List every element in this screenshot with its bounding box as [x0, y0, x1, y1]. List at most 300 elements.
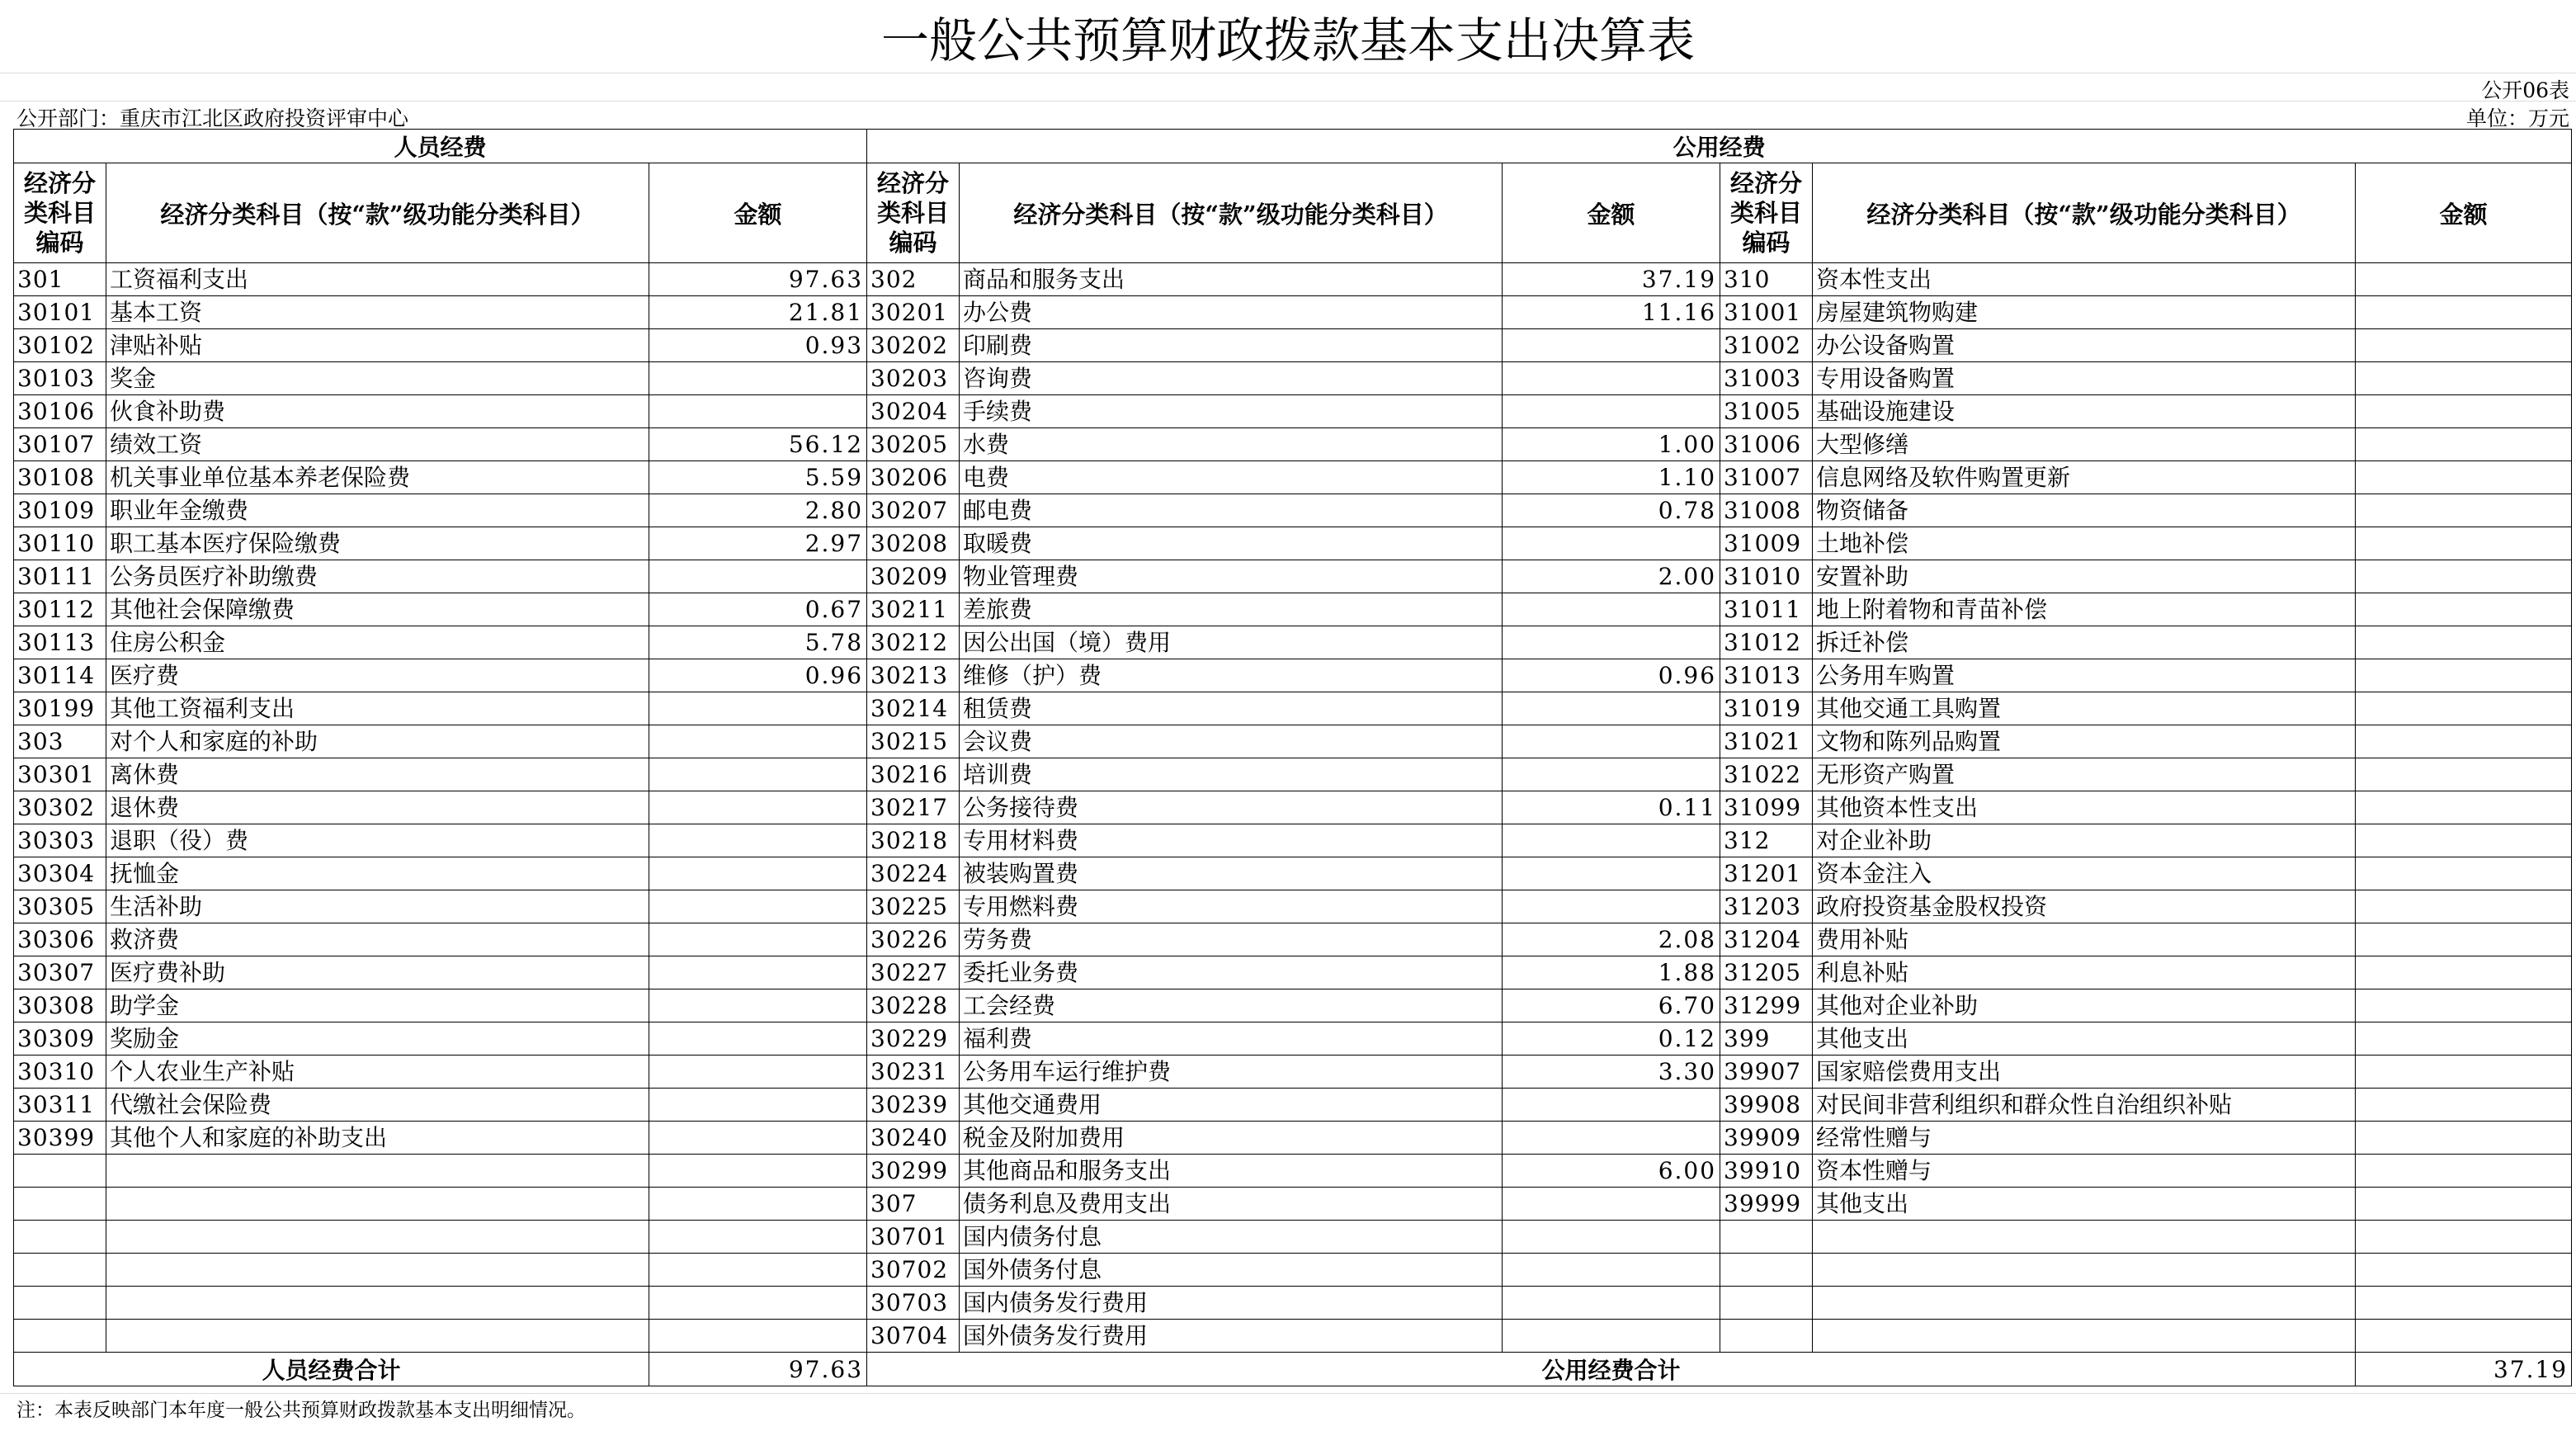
item-name-cell	[106, 1320, 649, 1353]
item-name-cell: 安置补助	[1813, 560, 2356, 593]
code-cell	[14, 1254, 106, 1287]
amount-cell	[1503, 626, 1720, 659]
item-name-cell: 职工基本医疗保险缴费	[106, 527, 649, 560]
amount-cell	[2356, 1155, 2572, 1188]
code-cell	[14, 1320, 106, 1353]
expenditure-table	[13, 129, 2572, 1386]
amount-cell	[649, 725, 867, 758]
code-cell: 30701	[867, 1221, 960, 1254]
item-name-cell: 差旅费	[960, 593, 1503, 626]
code-cell: 31005	[1720, 395, 1813, 428]
item-name-cell: 国家赔偿费用支出	[1813, 1056, 2356, 1089]
code-cell: 30103	[14, 362, 106, 395]
public-header: 公用经费	[867, 130, 2572, 163]
code-cell: 31012	[1720, 626, 1813, 659]
amount-cell: 0.96	[649, 659, 867, 692]
code-cell: 31003	[1720, 362, 1813, 395]
item-name-cell: 退休费	[106, 791, 649, 824]
code-cell: 30304	[14, 857, 106, 890]
personnel-total-amount: 97.63	[649, 1353, 867, 1386]
code-column-header: 经济分类科目编码	[14, 163, 106, 263]
amount-cell: 0.78	[1503, 494, 1720, 527]
amount-cell	[1503, 824, 1720, 857]
code-cell: 30310	[14, 1056, 106, 1089]
item-name-cell: 其他个人和家庭的补助支出	[106, 1122, 649, 1155]
table-row	[14, 494, 2572, 527]
amount-cell	[2356, 1122, 2572, 1155]
amount-cell	[2356, 659, 2572, 692]
item-name-cell: 工会经费	[960, 989, 1503, 1022]
code-cell: 30209	[867, 560, 960, 593]
code-cell: 31011	[1720, 593, 1813, 626]
code-cell	[14, 1287, 106, 1320]
amount-cell	[649, 824, 867, 857]
code-cell: 303	[14, 725, 106, 758]
table-row	[14, 1022, 2572, 1056]
amount-cell	[649, 956, 867, 989]
amount-column-header: 金额	[1503, 163, 1720, 263]
item-name-cell: 福利费	[960, 1022, 1503, 1056]
divider	[0, 1393, 2576, 1394]
code-column-header: 经济分类科目编码	[867, 163, 960, 263]
amount-cell	[649, 362, 867, 395]
amount-cell	[2356, 362, 2572, 395]
table-row	[14, 1089, 2572, 1122]
amount-column-header: 金额	[2356, 163, 2572, 263]
item-name-cell: 租赁费	[960, 692, 1503, 725]
amount-cell: 0.11	[1503, 791, 1720, 824]
amount-cell	[2356, 692, 2572, 725]
amount-cell	[2356, 593, 2572, 626]
code-cell: 30226	[867, 923, 960, 956]
item-name-cell: 基本工资	[106, 296, 649, 329]
code-cell: 30202	[867, 329, 960, 362]
code-cell: 30110	[14, 527, 106, 560]
item-name-cell: 资本性支出	[1813, 263, 2356, 296]
code-cell: 31019	[1720, 692, 1813, 725]
item-name-cell: 无形资产购置	[1813, 758, 2356, 791]
item-name-cell: 物业管理费	[960, 560, 1503, 593]
table-row	[14, 956, 2572, 989]
code-cell: 39910	[1720, 1155, 1813, 1188]
table-row	[14, 1287, 2572, 1320]
code-cell: 30302	[14, 791, 106, 824]
item-name-cell: 国外债务发行费用	[960, 1320, 1503, 1353]
name-column-header: 经济分类科目（按“款”级功能分类科目）	[106, 163, 649, 263]
amount-cell: 0.67	[649, 593, 867, 626]
item-name-cell: 机关事业单位基本养老保险费	[106, 461, 649, 494]
code-cell: 31099	[1720, 791, 1813, 824]
code-cell: 30211	[867, 593, 960, 626]
code-cell	[14, 1155, 106, 1188]
amount-cell	[649, 791, 867, 824]
table-row	[14, 791, 2572, 824]
public-total-amount: 37.19	[2356, 1353, 2572, 1386]
code-cell: 39999	[1720, 1188, 1813, 1221]
code-cell: 30309	[14, 1022, 106, 1056]
code-cell: 30224	[867, 857, 960, 890]
amount-cell	[1503, 758, 1720, 791]
item-name-cell: 公务用车购置	[1813, 659, 2356, 692]
amount-cell	[1503, 1254, 1720, 1287]
code-cell: 31006	[1720, 428, 1813, 461]
amount-cell	[1503, 362, 1720, 395]
amount-cell: 0.96	[1503, 659, 1720, 692]
code-cell: 30218	[867, 824, 960, 857]
amount-cell	[1503, 725, 1720, 758]
amount-cell	[1503, 857, 1720, 890]
code-cell: 31299	[1720, 989, 1813, 1022]
item-name-cell: 拆迁补偿	[1813, 626, 2356, 659]
code-cell: 30113	[14, 626, 106, 659]
amount-cell	[1503, 395, 1720, 428]
code-cell: 31013	[1720, 659, 1813, 692]
code-cell: 30206	[867, 461, 960, 494]
code-cell: 30109	[14, 494, 106, 527]
item-name-cell: 文物和陈列品购置	[1813, 725, 2356, 758]
amount-cell	[1503, 1122, 1720, 1155]
item-name-cell: 资本性赠与	[1813, 1155, 2356, 1188]
amount-cell	[2356, 461, 2572, 494]
item-name-cell: 专用设备购置	[1813, 362, 2356, 395]
item-name-cell: 政府投资基金股权投资	[1813, 890, 2356, 923]
code-cell	[1720, 1287, 1813, 1320]
code-cell: 30212	[867, 626, 960, 659]
table-row	[14, 692, 2572, 725]
form-number: 公开06表	[2481, 78, 2569, 102]
code-cell: 302	[867, 263, 960, 296]
code-cell: 31201	[1720, 857, 1813, 890]
code-cell: 31008	[1720, 494, 1813, 527]
code-cell: 30240	[867, 1122, 960, 1155]
code-cell: 39909	[1720, 1122, 1813, 1155]
table-row	[14, 362, 2572, 395]
amount-cell	[2356, 527, 2572, 560]
amount-cell	[649, 1254, 867, 1287]
amount-cell	[2356, 428, 2572, 461]
code-cell: 30114	[14, 659, 106, 692]
amount-cell: 6.00	[1503, 1155, 1720, 1188]
code-cell: 31009	[1720, 527, 1813, 560]
amount-cell: 1.00	[1503, 428, 1720, 461]
item-name-cell: 公务接待费	[960, 791, 1503, 824]
table-row	[14, 659, 2572, 692]
amount-cell	[1503, 329, 1720, 362]
item-name-cell: 其他对企业补助	[1813, 989, 2356, 1022]
code-cell	[1720, 1254, 1813, 1287]
code-cell: 31204	[1720, 923, 1813, 956]
code-cell: 31203	[1720, 890, 1813, 923]
amount-cell: 5.59	[649, 461, 867, 494]
item-name-cell: 印刷费	[960, 329, 1503, 362]
table-row	[14, 1254, 2572, 1287]
item-name-cell: 地上附着物和青苗补偿	[1813, 593, 2356, 626]
amount-cell	[649, 1320, 867, 1353]
amount-cell	[649, 923, 867, 956]
item-name-cell	[106, 1254, 649, 1287]
amount-cell	[1503, 527, 1720, 560]
item-name-cell: 基础设施建设	[1813, 395, 2356, 428]
code-cell: 301	[14, 263, 106, 296]
department-label: 公开部门：重庆市江北区政府投资评审中心	[17, 106, 409, 130]
table-row	[14, 725, 2572, 758]
item-name-cell: 职业年金缴费	[106, 494, 649, 527]
item-name-cell: 个人农业生产补贴	[106, 1056, 649, 1089]
table-row	[14, 626, 2572, 659]
amount-cell	[649, 758, 867, 791]
code-cell: 30214	[867, 692, 960, 725]
item-name-cell: 邮电费	[960, 494, 1503, 527]
amount-cell: 2.80	[649, 494, 867, 527]
code-cell: 39908	[1720, 1089, 1813, 1122]
divider	[0, 101, 2576, 102]
amount-cell	[2356, 263, 2572, 296]
item-name-cell: 大型修缮	[1813, 428, 2356, 461]
item-name-cell: 奖励金	[106, 1022, 649, 1056]
amount-cell	[649, 989, 867, 1022]
code-cell: 31021	[1720, 725, 1813, 758]
item-name-cell: 培训费	[960, 758, 1503, 791]
amount-cell: 2.00	[1503, 560, 1720, 593]
item-name-cell: 税金及附加费用	[960, 1122, 1503, 1155]
amount-cell: 97.63	[649, 263, 867, 296]
item-name-cell: 因公出国（境）费用	[960, 626, 1503, 659]
table-row	[14, 1221, 2572, 1254]
code-cell: 30229	[867, 1022, 960, 1056]
code-cell: 30201	[867, 296, 960, 329]
amount-cell: 2.08	[1503, 923, 1720, 956]
item-name-cell: 代缴社会保险费	[106, 1089, 649, 1122]
amount-cell: 1.88	[1503, 956, 1720, 989]
table-row	[14, 1155, 2572, 1188]
item-name-cell: 劳务费	[960, 923, 1503, 956]
item-name-cell: 电费	[960, 461, 1503, 494]
table-row	[14, 329, 2572, 362]
amount-cell	[2356, 758, 2572, 791]
code-cell: 30107	[14, 428, 106, 461]
code-cell: 30108	[14, 461, 106, 494]
amount-cell	[2356, 989, 2572, 1022]
amount-cell	[2356, 923, 2572, 956]
amount-cell	[2356, 626, 2572, 659]
item-name-cell: 房屋建筑物购建	[1813, 296, 2356, 329]
item-name-cell: 取暖费	[960, 527, 1503, 560]
item-name-cell: 其他工资福利支出	[106, 692, 649, 725]
code-cell: 30112	[14, 593, 106, 626]
table-row	[14, 1122, 2572, 1155]
item-name-cell: 会议费	[960, 725, 1503, 758]
item-name-cell: 土地补偿	[1813, 527, 2356, 560]
table-row	[14, 824, 2572, 857]
item-name-cell: 商品和服务支出	[960, 263, 1503, 296]
code-cell: 30102	[14, 329, 106, 362]
item-name-cell: 其他社会保障缴费	[106, 593, 649, 626]
amount-cell	[2356, 824, 2572, 857]
item-name-cell: 离休费	[106, 758, 649, 791]
item-name-cell: 住房公积金	[106, 626, 649, 659]
amount-cell	[2356, 1320, 2572, 1353]
item-name-cell	[1813, 1287, 2356, 1320]
item-name-cell: 医疗费补助	[106, 956, 649, 989]
amount-cell	[649, 1188, 867, 1221]
item-name-cell: 对企业补助	[1813, 824, 2356, 857]
amount-cell: 3.30	[1503, 1056, 1720, 1089]
table-row	[14, 890, 2572, 923]
table-row	[14, 1188, 2572, 1221]
item-name-cell: 费用补贴	[1813, 923, 2356, 956]
code-cell: 30704	[867, 1320, 960, 1353]
amount-cell: 37.19	[1503, 263, 1720, 296]
amount-cell	[649, 1287, 867, 1320]
table-row	[14, 989, 2572, 1022]
code-cell: 30207	[867, 494, 960, 527]
amount-cell	[1503, 1188, 1720, 1221]
code-cell: 30111	[14, 560, 106, 593]
amount-cell	[649, 1056, 867, 1089]
item-name-cell	[106, 1287, 649, 1320]
item-name-cell: 物资储备	[1813, 494, 2356, 527]
table-row	[14, 593, 2572, 626]
item-name-cell	[106, 1188, 649, 1221]
amount-cell	[2356, 725, 2572, 758]
amount-cell: 0.93	[649, 329, 867, 362]
code-cell: 307	[867, 1188, 960, 1221]
item-name-cell	[1813, 1320, 2356, 1353]
table-row	[14, 758, 2572, 791]
amount-cell: 5.78	[649, 626, 867, 659]
code-cell: 31205	[1720, 956, 1813, 989]
code-cell: 39907	[1720, 1056, 1813, 1089]
item-name-cell: 其他支出	[1813, 1022, 2356, 1056]
item-name-cell: 其他资本性支出	[1813, 791, 2356, 824]
item-name-cell: 生活补助	[106, 890, 649, 923]
table-row	[14, 461, 2572, 494]
code-cell: 312	[1720, 824, 1813, 857]
table-row	[14, 395, 2572, 428]
code-cell	[1720, 1221, 1813, 1254]
code-cell: 30703	[867, 1287, 960, 1320]
amount-cell	[2356, 857, 2572, 890]
amount-cell	[2356, 890, 2572, 923]
item-name-cell: 手续费	[960, 395, 1503, 428]
item-name-cell	[106, 1221, 649, 1254]
item-name-cell: 咨询费	[960, 362, 1503, 395]
item-name-cell: 绩效工资	[106, 428, 649, 461]
code-cell: 30208	[867, 527, 960, 560]
table-row	[14, 1056, 2572, 1089]
amount-cell: 0.12	[1503, 1022, 1720, 1056]
table-row	[14, 527, 2572, 560]
item-name-cell: 被装购置费	[960, 857, 1503, 890]
item-name-cell: 委托业务费	[960, 956, 1503, 989]
code-cell: 30303	[14, 824, 106, 857]
code-cell: 30231	[867, 1056, 960, 1089]
code-cell: 30239	[867, 1089, 960, 1122]
item-name-cell: 伙食补助费	[106, 395, 649, 428]
personnel-total-label: 人员经费合计	[14, 1353, 649, 1386]
code-cell: 31010	[1720, 560, 1813, 593]
code-cell: 30306	[14, 923, 106, 956]
item-name-cell: 助学金	[106, 989, 649, 1022]
amount-cell: 2.97	[649, 527, 867, 560]
amount-cell	[2356, 956, 2572, 989]
amount-cell	[1503, 1089, 1720, 1122]
item-name-cell: 抚恤金	[106, 857, 649, 890]
item-name-cell: 其他商品和服务支出	[960, 1155, 1503, 1188]
amount-cell	[649, 857, 867, 890]
item-name-cell: 专用燃料费	[960, 890, 1503, 923]
code-cell: 30702	[867, 1254, 960, 1287]
amount-cell	[649, 1089, 867, 1122]
amount-cell: 11.16	[1503, 296, 1720, 329]
code-cell: 30101	[14, 296, 106, 329]
item-name-cell: 对民间非营利组织和群众性自治组织补贴	[1813, 1089, 2356, 1122]
amount-cell	[2356, 1056, 2572, 1089]
amount-cell	[1503, 1221, 1720, 1254]
item-name-cell: 国内债务付息	[960, 1221, 1503, 1254]
amount-cell	[2356, 560, 2572, 593]
amount-cell	[649, 1122, 867, 1155]
amount-cell	[2356, 1188, 2572, 1221]
unit-label: 单位：万元	[2465, 106, 2569, 130]
amount-cell	[2356, 329, 2572, 362]
table-row	[14, 428, 2572, 461]
amount-cell	[2356, 395, 2572, 428]
code-cell: 30225	[867, 890, 960, 923]
page-title: 一般公共预算财政拨款基本支出决算表	[880, 12, 1695, 68]
item-name-cell	[1813, 1254, 2356, 1287]
table-body	[14, 263, 2572, 1353]
code-cell: 30308	[14, 989, 106, 1022]
item-name-cell: 经常性赠与	[1813, 1122, 2356, 1155]
item-name-cell: 水费	[960, 428, 1503, 461]
public-total-label: 公用经费合计	[867, 1353, 2356, 1386]
code-cell: 30217	[867, 791, 960, 824]
amount-cell	[2356, 296, 2572, 329]
amount-cell	[2356, 494, 2572, 527]
item-name-cell: 工资福利支出	[106, 263, 649, 296]
amount-cell	[1503, 593, 1720, 626]
code-cell: 30199	[14, 692, 106, 725]
item-name-cell: 医疗费	[106, 659, 649, 692]
code-cell: 30227	[867, 956, 960, 989]
code-cell	[14, 1221, 106, 1254]
amount-cell	[649, 890, 867, 923]
code-column-header: 经济分类科目编码	[1720, 163, 1813, 263]
amount-cell	[1503, 890, 1720, 923]
code-cell: 30215	[867, 725, 960, 758]
code-cell: 31002	[1720, 329, 1813, 362]
amount-cell	[2356, 1287, 2572, 1320]
table-row	[14, 296, 2572, 329]
code-cell: 30299	[867, 1155, 960, 1188]
amount-cell	[649, 692, 867, 725]
item-name-cell: 国内债务发行费用	[960, 1287, 1503, 1320]
item-name-cell: 公务员医疗补助缴费	[106, 560, 649, 593]
item-name-cell: 其他交通费用	[960, 1089, 1503, 1122]
code-cell: 30213	[867, 659, 960, 692]
amount-cell	[1503, 1320, 1720, 1353]
amount-cell: 56.12	[649, 428, 867, 461]
code-cell: 30311	[14, 1089, 106, 1122]
amount-cell	[2356, 1022, 2572, 1056]
item-name-cell: 维修（护）费	[960, 659, 1503, 692]
amount-cell	[1503, 1287, 1720, 1320]
amount-cell	[649, 1221, 867, 1254]
code-cell: 30106	[14, 395, 106, 428]
table-row	[14, 923, 2572, 956]
code-cell: 31001	[1720, 296, 1813, 329]
